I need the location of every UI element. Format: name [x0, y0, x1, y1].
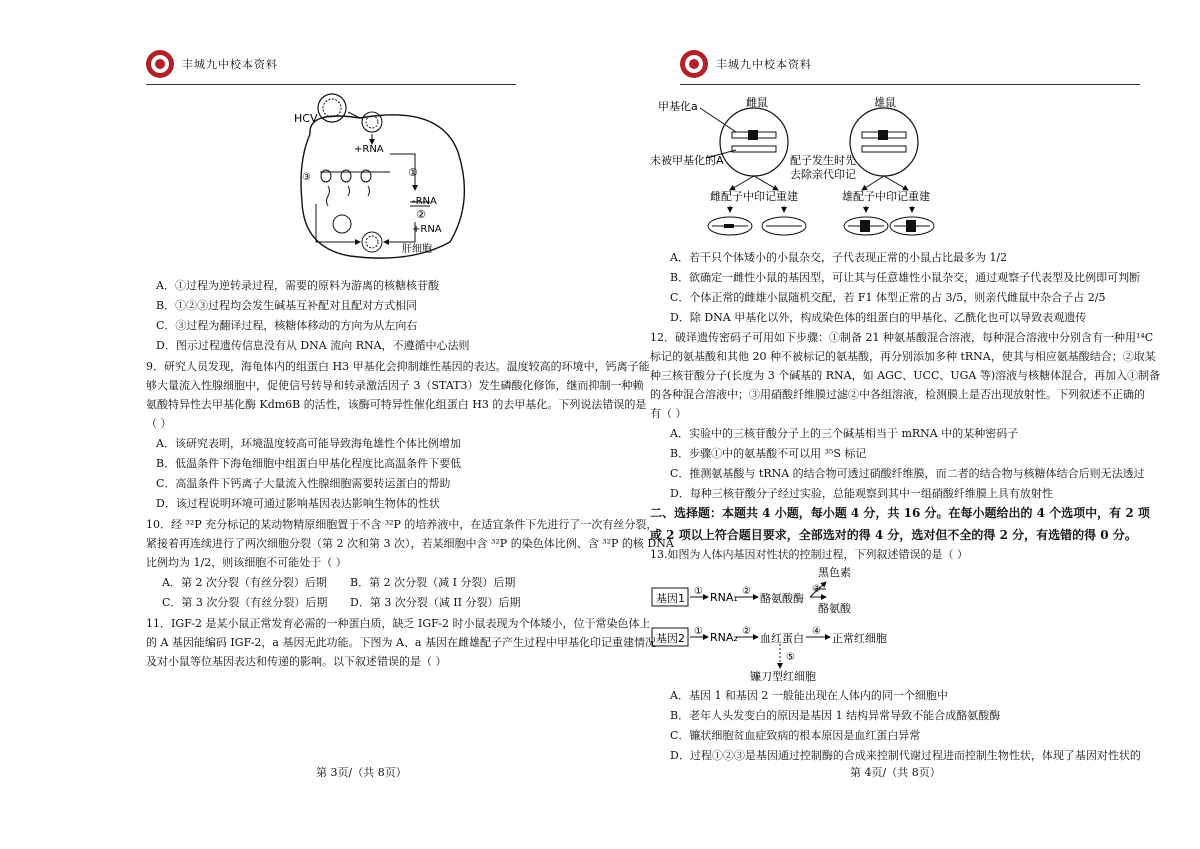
q10-option-b: B．第 2 次分裂（减 I 分裂）后期 — [350, 576, 516, 589]
header-divider — [680, 84, 1140, 85]
q11-stem-line2: 的 A 基因能编码 IGF-2，a 基因无此功能。下图为 A、a 基因在雌雄配子产生过程中甲基化印记重建情况 — [146, 636, 656, 649]
q8-option-d: D．图示过程遗传信息没有从 DNA 流向 RNA，不遵循中心法则 — [156, 339, 470, 352]
q10-stem-line1: 10．经 ³²P 充分标记的某动物精原细胞置于不含 ³²P 的培养液中，在适宜条件下先进行了一次有丝分裂， — [146, 518, 658, 531]
q10-option-c: C．第 3 次分裂（有丝分裂）后期 — [162, 596, 328, 609]
section2-heading-line1: 二、选择题：本题共 4 小题，每小题 4 分，共 16 分。在每小题给出的 4 个选项中，有 2 项 — [650, 506, 1150, 520]
label-melanin: 黑色素 — [818, 566, 851, 579]
label-hemoglobin: 血红蛋白 — [760, 632, 804, 645]
label-gene2: 基因2 — [656, 632, 685, 645]
label-remove-line1: 配子发生时先 — [790, 154, 856, 167]
q8-option-c: C．③过程为翻译过程，核糖体移动的方向为从左向右 — [156, 319, 418, 332]
entering-virus — [362, 112, 382, 132]
q12-option-d: D．每种三核苷酸分子经过实验，总能观察到其中一组硝酸纤维膜上具有放射性 — [670, 487, 1053, 500]
q12-stem-line3: 种三核苷酸分子(长度为 3 个碱基的 RNA，如 AGC、UCC、UGA 等)溶液与核糖体混合，再加入①制备 — [650, 369, 1161, 382]
q10-stem-line3: 比例均为 1/2，则该细胞不可能处于（ ） — [146, 556, 347, 569]
label-step2: ② — [416, 208, 426, 221]
right-page-footer: 第 4页/（共 8页） — [850, 766, 941, 779]
imprinting-diagram — [650, 94, 1010, 244]
school-name: 丰城九中校本资料 — [182, 58, 278, 71]
q12-stem-line5: 有（ ） — [650, 407, 687, 420]
label-male-rebuild: 雄配子中印记重建 — [842, 190, 930, 203]
label-rna1: RNA₁ — [710, 591, 738, 604]
label-tyrosinase: 酪氨酸酶 — [760, 592, 804, 605]
q12-option-b: B．步骤①中的氨基酸不可以用 ³⁵S 标记 — [670, 447, 867, 460]
q9-stem-line2: 够大量流入性腺细胞中，促使信号转导和转录激活因子 3（STAT3）发生磷酸化修饰，继而抑制一种赖 — [146, 379, 644, 392]
right-header — [680, 50, 812, 78]
q11-option-d: D．除 DNA 甲基化以外，构成染色体的组蛋白的甲基化、乙酰化也可以导致表观遗传 — [670, 311, 1087, 324]
label-sickle-rbc: 镰刀型红细胞 — [750, 670, 816, 683]
q12-stem-line4: 的各种混合溶液中；③用硝酸纤维膜过滤②中各组溶液，检测膜上是否出现放射性。下列叙述不正确的 — [650, 388, 1145, 401]
label-remove-line2: 去除亲代印记 — [790, 168, 856, 181]
label-female: 雌鼠 — [746, 96, 768, 109]
q11-stem-line1: 11．IGF-2 是某小鼠正常发育必需的一种蛋白质，缺乏 IGF-2 时小鼠表现为个体矮小，位于常染色体上 — [146, 617, 651, 630]
female-cell — [720, 108, 788, 176]
school-logo-icon — [146, 50, 174, 78]
q9-option-b: B．低温条件下海龟细胞中组蛋白甲基化程度比高温条件下要低 — [156, 457, 462, 470]
q13-option-d: D．过程①②③是基因通过控制酶的合成来控制代谢过程进而控制生物性状，体现了基因对性状的 — [670, 749, 1141, 762]
hcv-diagram — [290, 92, 480, 264]
label-rna2: RNA₂ — [710, 631, 738, 644]
q11-stem-line3: 及对小鼠等位基因表达和传递的影响。以下叙述错误的是（ ） — [146, 655, 447, 668]
q10-option-a: A．第 2 次分裂（有丝分裂）后期 — [162, 576, 327, 589]
label-female-rebuild: 雌配子中印记重建 — [710, 190, 798, 203]
section2-heading-line2: 或 2 项以上符合题目要求，全部选对的得 4 分，选对但不全的得 2 分，有选错的得 0 分。 — [650, 528, 1137, 542]
label-n3: ③ — [812, 584, 821, 595]
header-divider — [146, 84, 516, 85]
q10-option-d: D．第 3 次分裂（减 II 分裂）后期 — [350, 596, 521, 609]
label-plus-rna-bottom: +RNA — [412, 224, 442, 235]
label-n2: ② — [742, 586, 751, 597]
q9-stem-line1: 9．研究人员发现，海龟体内的组蛋白 H3 甲基化会抑制雄性基因的表达。温度较高的环境中，钙离子能 — [146, 360, 650, 373]
q9-stem-line3: 氨酸特异性去甲基化酶 Kdm6B 的活性，该酶可特异性催化组蛋白 H3 的去甲基化。下列说法错误的是 — [146, 398, 647, 411]
q8-option-a: A．①过程为逆转录过程，需要的原料为游离的核糖核苷酸 — [156, 279, 439, 292]
left-page-footer: 第 3页/（共 8页） — [316, 766, 407, 779]
label-normal-rbc: 正常红细胞 — [832, 632, 887, 645]
q13-option-c: C．镰状细胞贫血症致病的根本原因是血红蛋白异常 — [670, 729, 921, 742]
label-liver-cell: 肝细胞 — [402, 244, 432, 255]
q11-option-c: C．个体正常的雌雄小鼠随机交配，若 F1 体型正常的占 3/5，则亲代雌鼠中杂合子占 2/5 — [670, 291, 1106, 304]
q11-option-b: B．欲确定一雌性小鼠的基因型，可让其与任意雄性小鼠杂交，通过观察子代表型及比例即可判断 — [670, 271, 1141, 284]
q9-option-d: D．该过程说明环境可通过影响基因表达影响生物体的性状 — [156, 497, 440, 510]
q13-option-a: A．基因 1 和基因 2 一般能出现在人体内的同一个细胞中 — [670, 689, 948, 702]
right-page — [600, 0, 1200, 849]
school-name: 丰城九中校本资料 — [716, 58, 812, 71]
label-unmethylated-a: 未被甲基化的A — [650, 154, 724, 167]
q9-option-a: A．该研究表明，环境温度较高可能导致海龟雄性个体比例增加 — [156, 437, 461, 450]
q10-stem-line2: 紧接着再连续进行了两次细胞分裂（第 2 次和第 3 次），若某细胞中含 ³²P 的染色体比例、含 ³²P 的核 DNA — [146, 537, 674, 550]
label-n1-b: ① — [694, 626, 703, 637]
q9-stem-line4: （ ） — [146, 417, 172, 430]
liver-cell-outline — [301, 115, 464, 258]
label-hcv: HCV — [294, 112, 318, 125]
q12-option-a: A．实验中的三核苷酸分子上的三个碱基相当于 mRNA 中的某种密码子 — [670, 427, 1019, 440]
q12-stem-line1: 12．破译遗传密码子可用如下步骤：①制备 21 种氨基酸混合溶液，每种混合溶液中分别含有一种用¹⁴C — [650, 331, 1154, 344]
male-cell — [850, 108, 918, 176]
q12-option-c: C．推测氨基酸与 tRNA 的结合物可透过硝酸纤维膜，而二者的结合物与核糖体结合后则无法透过 — [670, 467, 1145, 480]
label-n1: ① — [694, 586, 703, 597]
hcv-virus — [318, 94, 346, 122]
gene-control-diagram — [650, 562, 940, 686]
label-n4: ④ — [812, 626, 821, 637]
q13-stem: 13.如图为人体内基因对性状的控制过程，下列叙述错误的是（ ） — [650, 548, 968, 561]
q9-option-c: C．高温条件下钙离子大量流入性腺细胞需要转运蛋白的帮助 — [156, 477, 451, 490]
label-n2-b: ② — [742, 626, 751, 637]
school-logo-icon — [680, 50, 708, 78]
label-tyrosine: 酪氨酸 — [818, 602, 851, 615]
label-methylated-a: 甲基化a — [658, 100, 698, 113]
label-step1: ① — [408, 166, 418, 179]
label-gene1: 基因1 — [656, 592, 685, 605]
left-header — [146, 50, 278, 78]
label-n5: ⑤ — [786, 652, 795, 663]
label-minus-rna: -RNA — [412, 196, 437, 207]
q12-stem-line2: 标记的氨基酸和其他 20 种不被标记的氨基酸，再分别添加多种 tRNA，使其与相应氨基酸结合；②取某 — [650, 350, 1156, 363]
label-plus-rna-top: +RNA — [354, 144, 384, 155]
label-step3: ③ — [302, 172, 311, 183]
q11-option-a: A．若干只个体矮小的小鼠杂交，子代表现正常的小鼠占比最多为 1/2 — [670, 251, 1008, 264]
label-male: 雄鼠 — [874, 96, 896, 109]
q8-option-b: B．①②③过程均会发生碱基互补配对且配对方式相同 — [156, 299, 418, 312]
q13-option-b: B．老年人头发变白的原因是基因 1 结构异常导致不能合成酪氨酸酶 — [670, 709, 1001, 722]
